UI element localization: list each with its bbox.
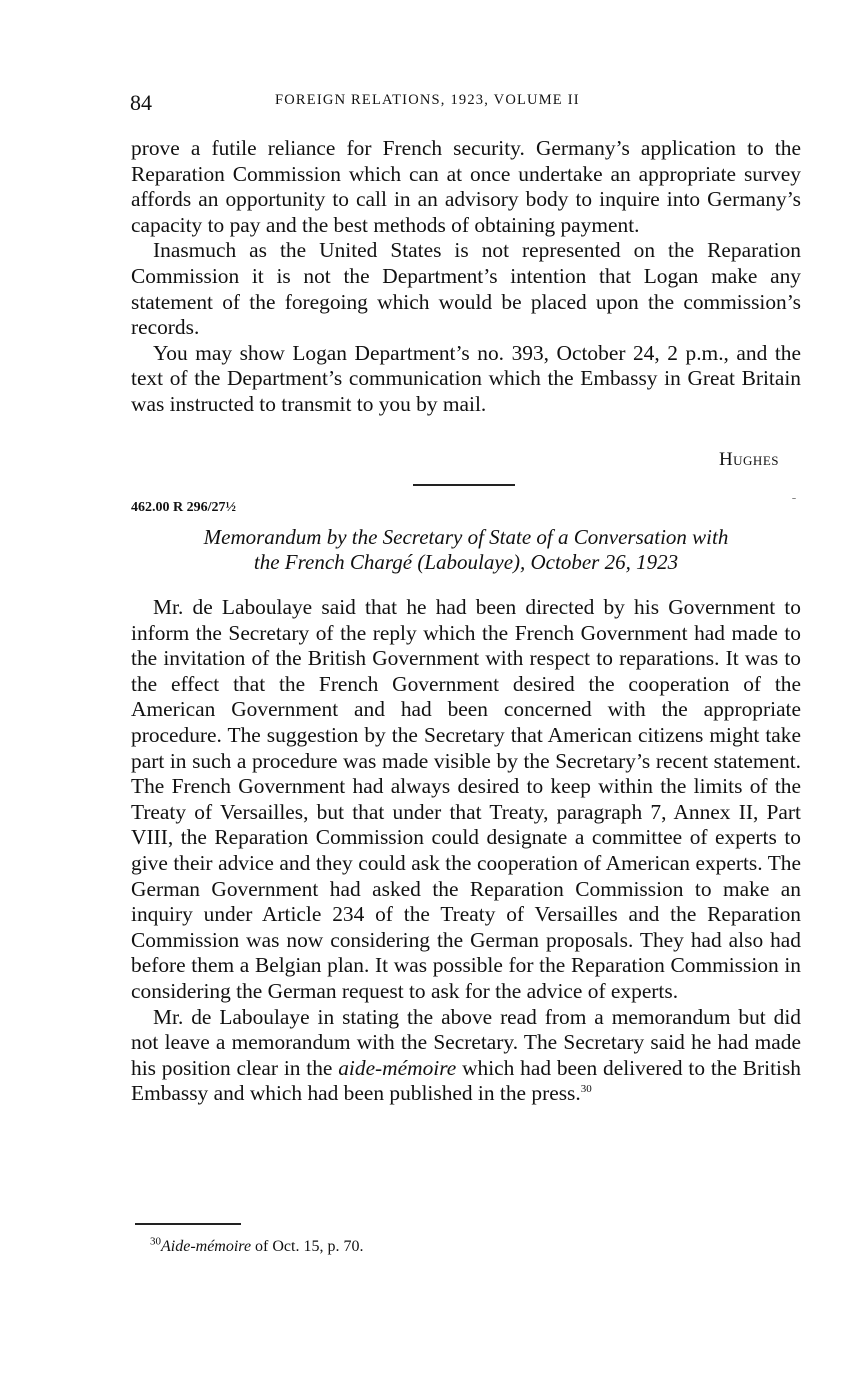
paragraph-text: which had been delivered to the British Embassy and which had been published in the press. [131,1055,801,1106]
page-number: 84 [130,90,152,115]
footnote-divider [135,1223,241,1225]
footnote [150,1235,364,1256]
document-title [131,525,801,575]
telegram-continuation [131,136,801,418]
paragraph: prove a futile reliance for French security. Germany’s application to the Reparation Commission which can at once undertake an appropriate survey affords an opportunity to call in an advisory body to inquire into Germany’s capacity to pay and the best methods of obtaining payment. [131,136,801,237]
paragraph: You may show Logan Department’s no. 393, October 24, 2 p.m., and the text of the Department’s communication which the Embassy in Great Britain was instructed to transmit to you by mail. [131,340,801,416]
page-header [130,90,802,120]
paragraph-text: Mr. de Laboulaye in stating the above read from a memorandum but did not leave a memorandum with the Secretary. The Secretary said he had made his position clear in the [131,1004,801,1080]
italic-term: aide-mémoire [338,1055,457,1080]
memorandum-body [131,595,801,1107]
running-head: FOREIGN RELATIONS, 1923, VOLUME II [275,92,580,108]
footnote-text: of Oct. 15, p. 70. [255,1238,364,1255]
signature: Hughes [718,449,779,470]
section-divider [413,484,515,486]
scan-mark: ˉ [791,496,797,510]
footnote-italic: Aide-mémoire [161,1238,252,1255]
file-number: 462.00 R 296/27½ [131,500,236,515]
paragraph: Inasmuch as the United States is not represented on the Reparation Commission it is not the Department’s intention that Logan make any statement of the foregoing which would be placed upon the commission’s records. [131,238,801,340]
paragraph: Mr. de Laboulaye said that he had been directed by his Government to inform the Secretary of the reply which the French Government had made to the invitation of the British Government with respect to reparations. It was to the effect that the French Government desired the cooperation of the American Government and had been concerned with the appropriate procedure. The suggestion by the Secretary that American citizens might take part in such a procedure was made visible by the Secretary’s recent statement. The French Government had always desired to keep within the limits of the Treaty of Versailles, but that under that Treaty, paragraph 7, Annex II, Part VIII, the Reparation Commission could designate a committee of experts to give their advice and they could ask the cooperation of American experts. The German Government had asked the Reparation Commission to make an inquiry under Article 234 of the Treaty of Versailles and the Reparation Commission was now considering the German proposals. They had also had before them a Belgian plan. It was possible for the Reparation Commission in considering the German request to ask for the advice of experts. [131,595,801,1003]
footnote-number: 30 [150,1235,161,1248]
footnote-reference[interactable]: 30 [580,1083,592,1096]
paragraph [131,1005,801,1107]
title-line: the French Chargé (Laboulaye), October 26, 1923 [253,550,679,574]
title-line: Memorandum by the Secretary of State of a Conversation with [203,525,729,549]
